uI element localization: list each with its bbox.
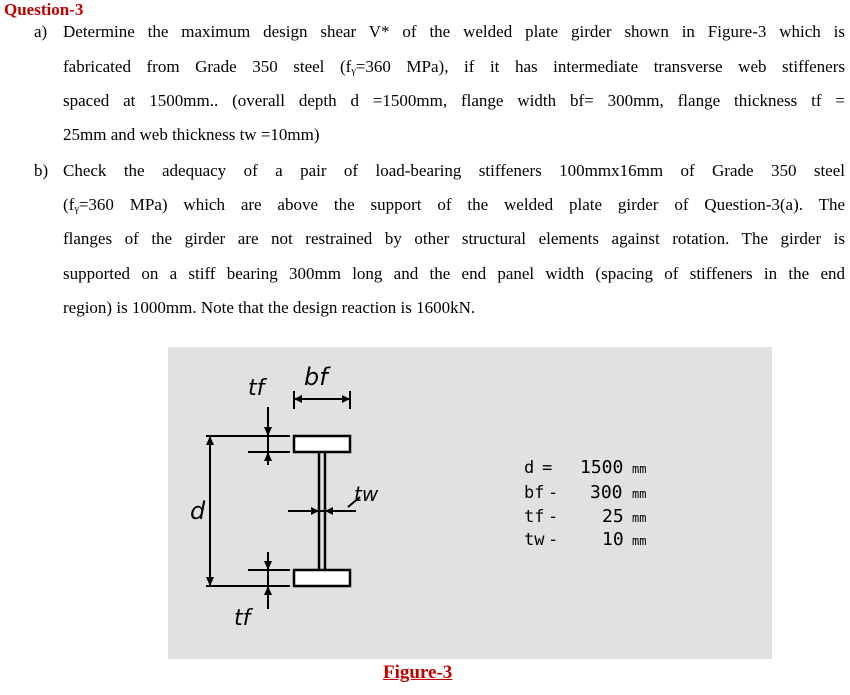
part-a-line-3: spaced at 1500mm.. (overall depth d =1500mm, flange width bf= 300mm, flange thickness tf = xyxy=(63,91,845,110)
table-dash-bf: - xyxy=(548,483,559,503)
table-sym-bf: bf xyxy=(524,483,545,503)
part-a-marker: a) xyxy=(34,22,48,41)
i-beam-diagram xyxy=(168,347,772,659)
part-a-line-1: Determine the maximum design shear V* of the welded plate girder shown in Figure-3 which is xyxy=(63,22,845,41)
tf-top-arrow-up xyxy=(264,452,272,461)
tf-bottom-arrow-up xyxy=(264,586,272,595)
top-flange xyxy=(294,436,350,452)
table-value-bf: 300 xyxy=(590,482,623,503)
figure-caption: Figure-3 xyxy=(383,662,453,683)
bf-label: bf xyxy=(304,363,328,391)
table-value-tf: 25 xyxy=(602,506,624,527)
part-a-line-2: fabricated from Grade 350 steel (fᵧ=360 MPa), if it has intermediate transverse web stiffeners xyxy=(63,57,845,76)
part-a-line-4: 25mm and web thickness tw =10mm) xyxy=(63,125,320,144)
table-unit-tf: mm xyxy=(632,511,647,525)
bottom-flange xyxy=(294,570,350,586)
bf-arrow-left xyxy=(294,395,302,403)
table-value-tw: 10 xyxy=(602,529,624,550)
tw-label: tw xyxy=(354,482,379,506)
tf-bottom-arrow-down xyxy=(264,561,272,570)
part-b-line-1: Check the adequacy of a pair of load-bearing stiffeners 100mmx16mm of Grade 350 steel xyxy=(63,161,845,180)
tf-top-arrow-down xyxy=(264,427,272,436)
tf-top-label: tf xyxy=(248,376,265,401)
question-title: Question-3 xyxy=(4,0,84,19)
figure-3 xyxy=(168,347,772,659)
table-unit-d: mm xyxy=(632,462,647,476)
bf-arrow-right xyxy=(342,395,350,403)
tf-bottom-label: tf xyxy=(234,606,251,631)
table-sym-tw: tw xyxy=(524,530,545,550)
table-value-d: 1500 xyxy=(580,457,624,478)
part-b-marker: b) xyxy=(34,161,49,180)
table-dash-tf: - xyxy=(548,507,559,527)
d-arrow-top xyxy=(206,436,214,445)
d-label: d xyxy=(190,497,206,525)
d-arrow-bottom xyxy=(206,577,214,586)
part-b-line-5: region) is 1000mm. Note that the design reaction is 1600kN. xyxy=(63,298,476,317)
table-unit-bf: mm xyxy=(632,487,647,501)
table-unit-tw: mm xyxy=(632,534,647,548)
table-sym-tf: tf xyxy=(524,507,545,527)
table-dash-d: = xyxy=(542,458,553,478)
table-dash-tw: - xyxy=(548,530,559,550)
table-sym-d: d xyxy=(524,458,535,478)
part-b-line-4: supported on a stiff bearing 300mm long and the end panel width (spacing of stiffeners in the end xyxy=(63,264,845,283)
part-b-line-2: (fᵧ=360 MPa) which are above the support of the welded plate girder of Question-3(a). The xyxy=(63,195,845,214)
part-b-line-3: flanges of the girder are not restrained by other structural elements against rotation. The girder is xyxy=(63,229,845,248)
